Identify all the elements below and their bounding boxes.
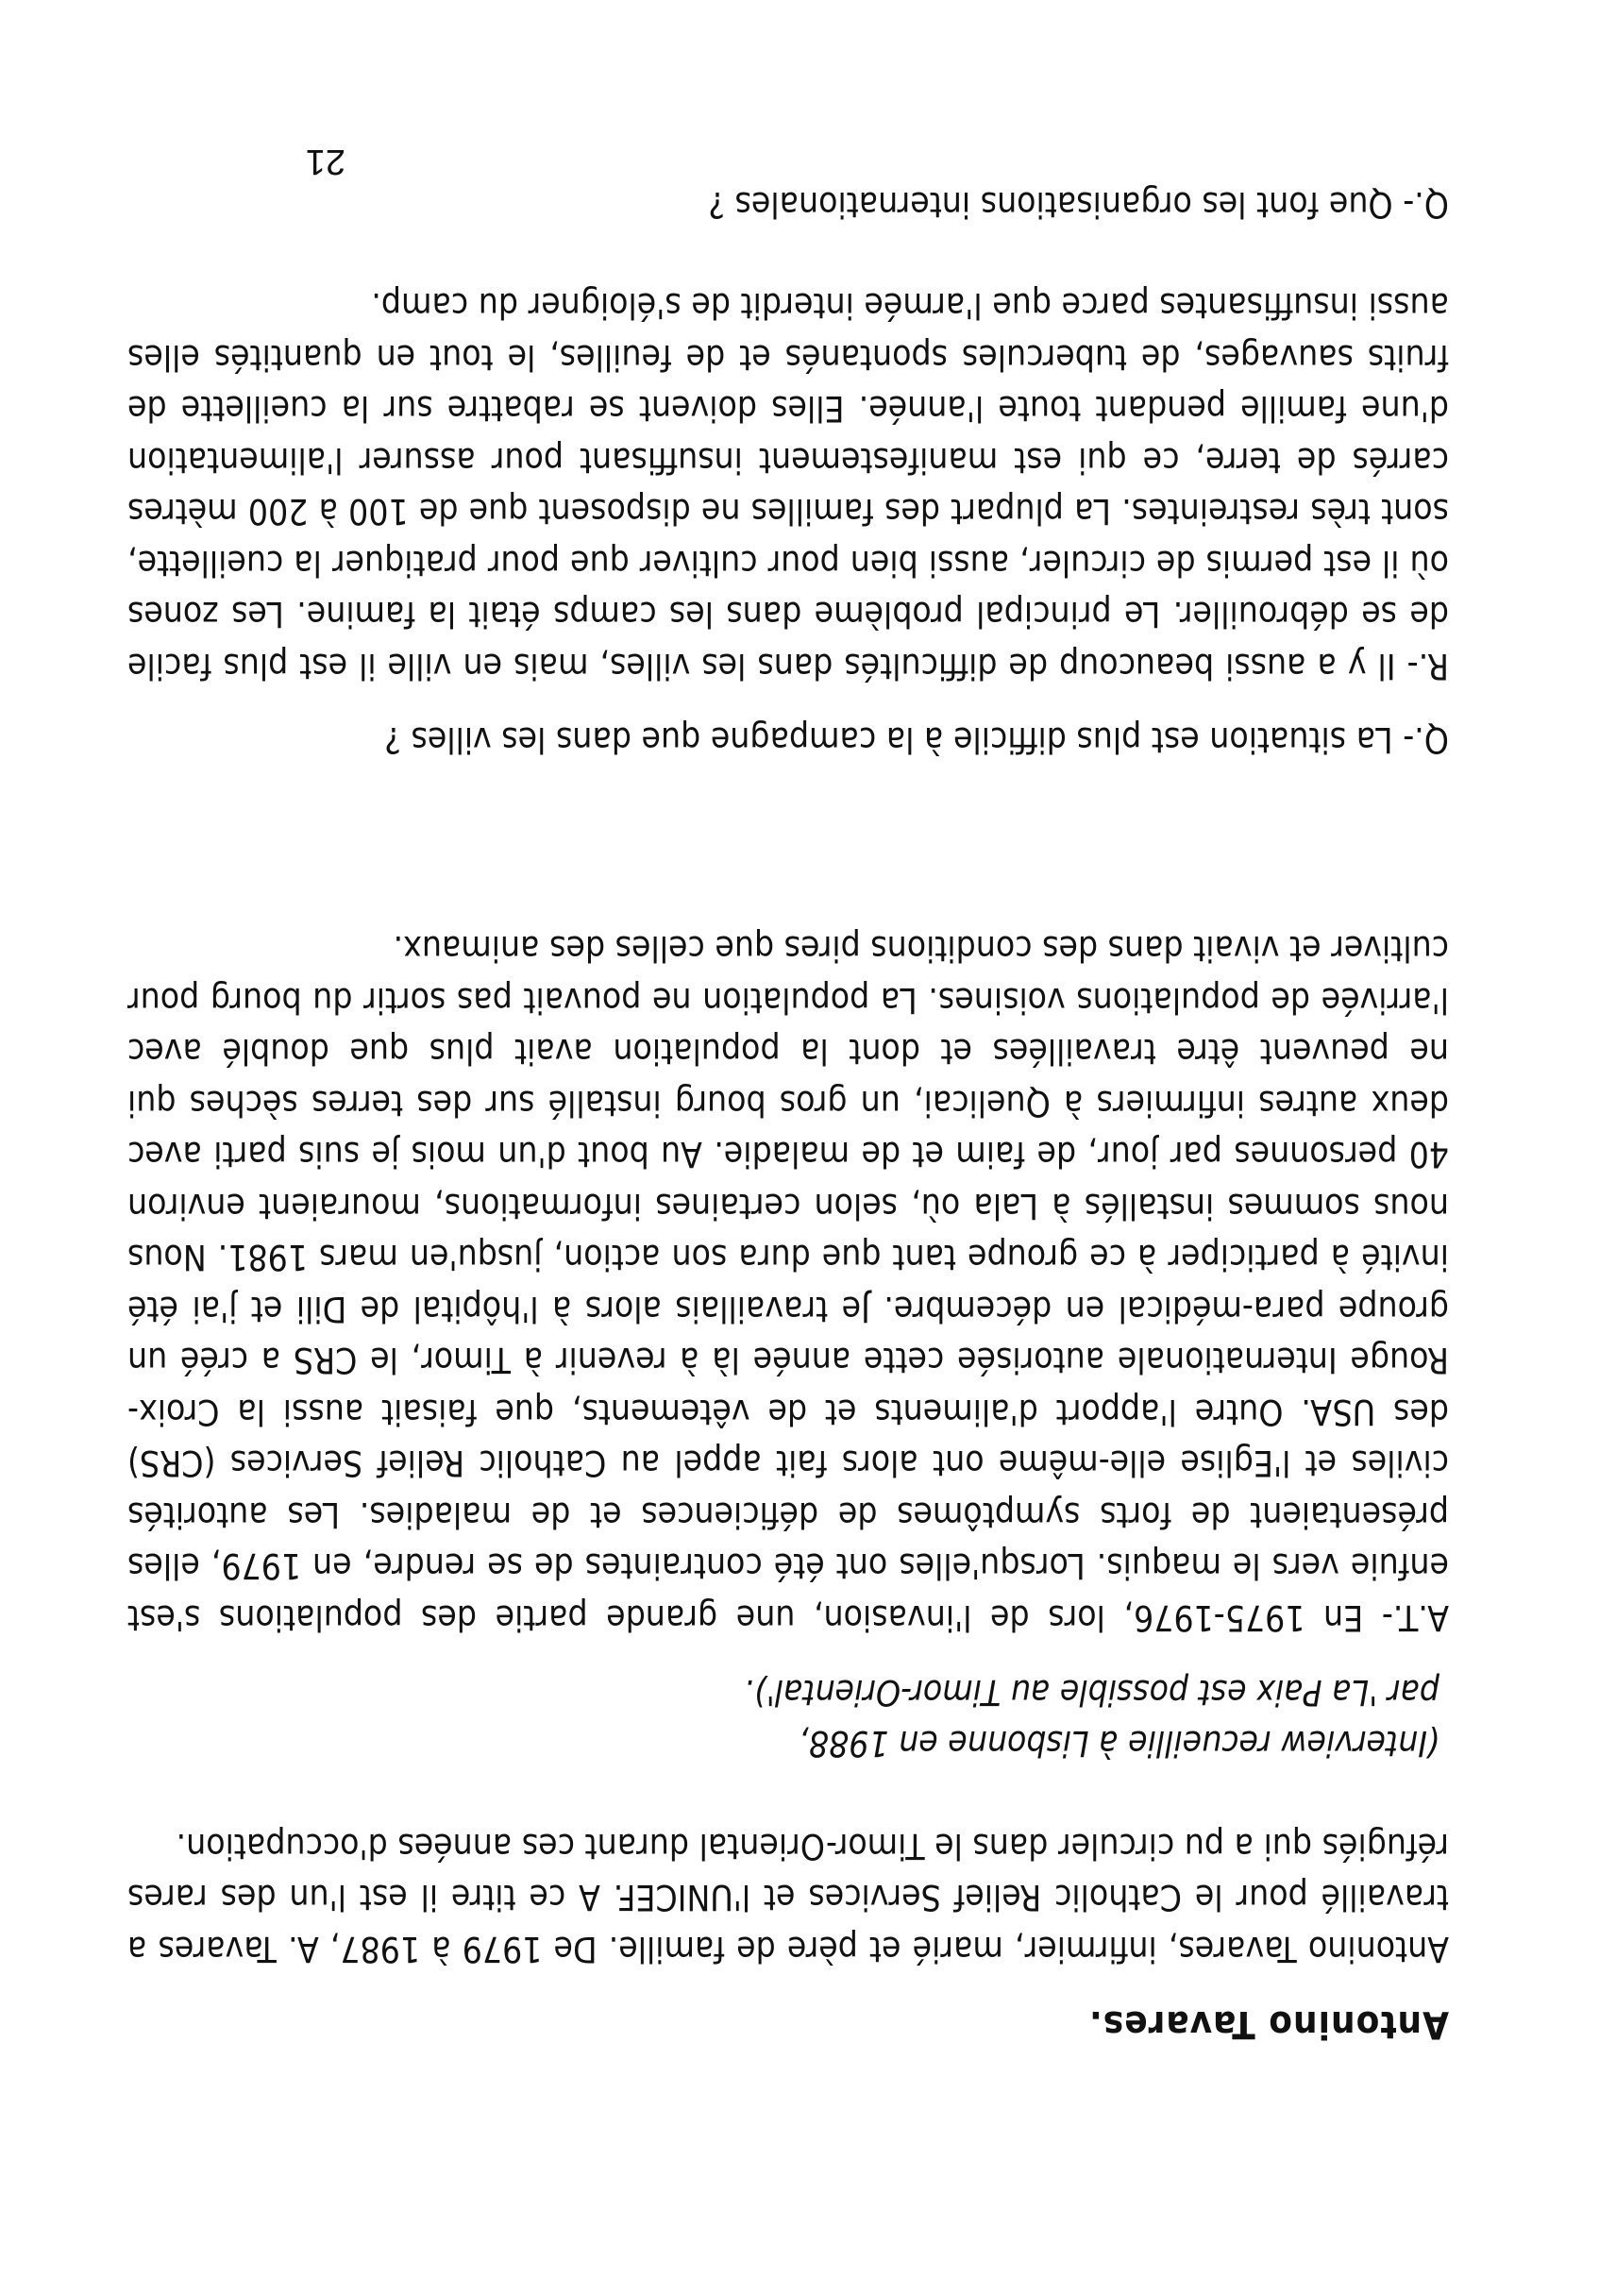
intro-paragraph: Antonino Tavares, infirmier, marié et père de famille. De 1979 à 1987, A. Tavares a travaillé pour le Catholic Relief Services et l'UNICEF. A ce titre il est l'un des rares réfugiés qui a pu circuler dans le Timor-Oriental durant ces années d'occupation. — [127, 1826, 1449, 1969]
question-2: Q.- Que font les organisations internationales ? — [708, 184, 1449, 225]
answer-paragraph-2: R.- Il y a aussi beaucoup de difficultés dans les villes, mais en ville il est plus facile de se débrouiller. Le principal problème dans les camps était la famine. Les zones où il est permis de circuler, aussi bien pour cultiver que pour pratiquer la cueillette, sont très restreintes. La plupart des familles ne disposent que de 100 à 200 mètres carrés de terre, ce qui est manifestement insuffisant pour assurer l'alimentation d'une famille pendant toute l'année. Elles doivent se rabattre sur la cueillette de fruits sauvages, de tubercules spontanés et de feuilles, le tout en quantités elles aussi insuffisantes parce que l'armée interdit de s'éloigner du camp. — [127, 285, 1449, 686]
question-1: Q.- La situation est plus difficile à la campagne que dans les villes ? — [384, 719, 1449, 760]
answer-paragraph-1: A.T.- En 1975-1976, lors de l'invasion, une grande partie des populations s'est enfuie vers le maquis. Lorsqu'elles ont été contraintes de se rendre, en 1979, elles présentaient de forts symptômes de déficiences et de maladies. Les autorités civiles et l'Eglise elle-même ont alors fait appel au Catholic Relief Services (CRS) des USA. Outre l'apport d'aliments et de vêtements, que faisait aussi la Croix-Rouge Internationale autorisée cette année là à revenir à Timor, le CRS a créé un groupe para-médical en décembre. Je travaillais alors à l'hôpital de Dili et j'ai été invité à participer à ce groupe tant que dura son action, jusqu'en mars 1981. Nous nous sommes installés à Lala où, selon certaines informations, mouraient environ 40 personnes par jour, de faim et de maladie. Au bout d'un mois je suis parti avec deux autres infirmiers à Quelicai, un gros bourg installé sur des terres sèches qui ne peuvent être travaillées et dont la population avait plus que doublé avec l'arrivée de populations voisines. La population ne pouvait pas sortir du bourg pour cultiver et vivait dans des conditions pires que celles des animaux. — [127, 928, 1449, 1638]
page-heading: Antonino Tavares. — [1088, 2002, 1449, 2046]
source-line-2: par 'La Paix est possible au Timor-Oriental'). — [744, 1672, 1439, 1713]
source-line-1: (Interview recueillie à Lisbonne en 1988, — [799, 1723, 1439, 1764]
page-number: 21 — [305, 142, 345, 181]
